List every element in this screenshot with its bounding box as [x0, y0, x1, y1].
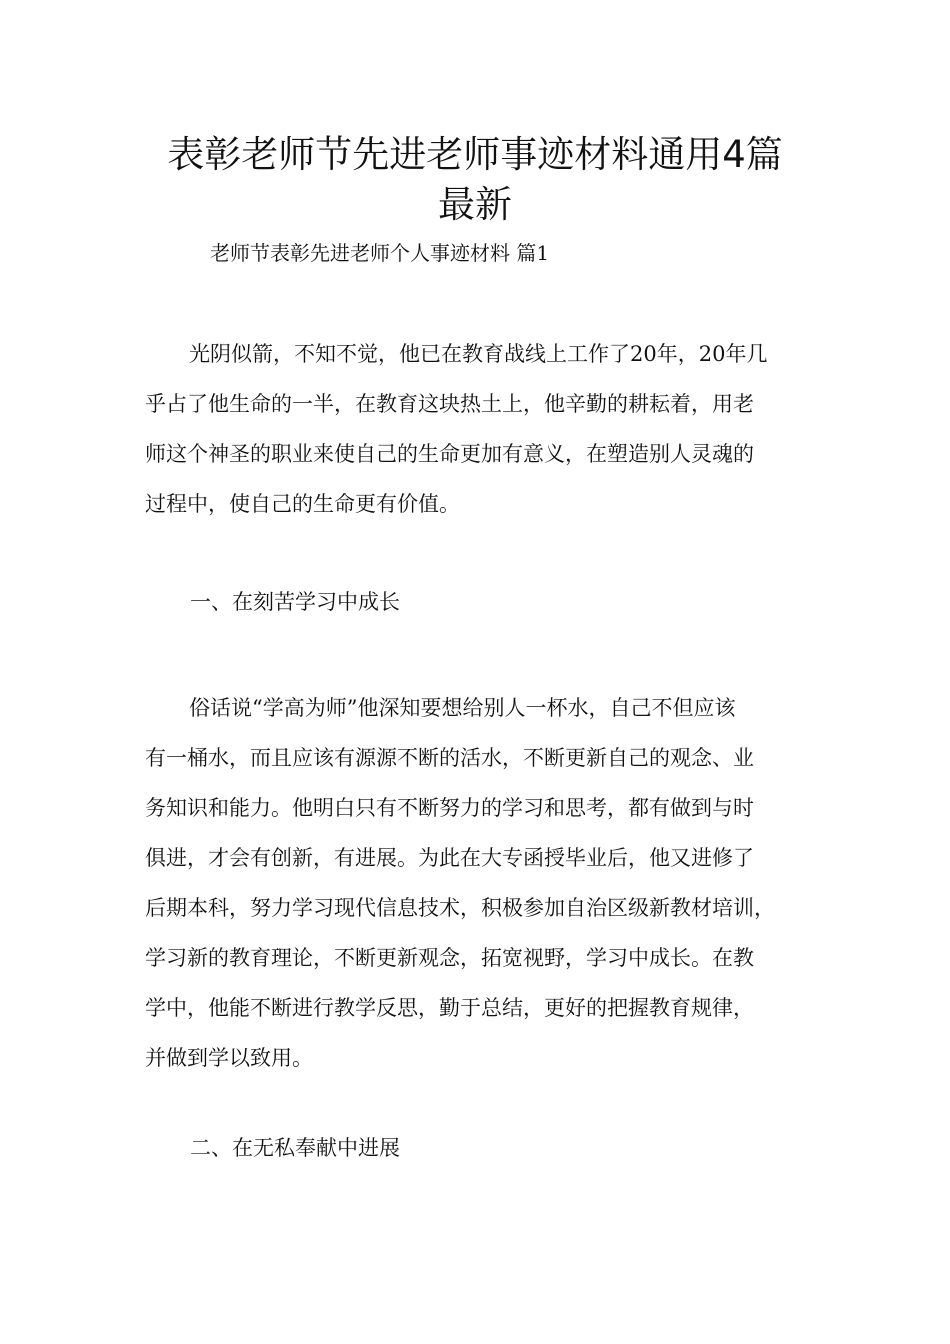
paragraph-line: 有一桶水，而且应该有源源不断的活水，不断更新自己的观念、业 — [145, 746, 754, 770]
paragraph-line: 俱进，才会有创新，有进展。为此在大专函授毕业后，他又进修了 — [145, 846, 754, 870]
paragraph-line: 乎占了他生命的一半，在教育这块热土上，他辛勤的耕耘着，用老 — [145, 392, 754, 416]
paragraph-learning — [145, 683, 825, 1083]
section-heading-2: 二、在无私奉献中进展 — [190, 1136, 400, 1160]
paragraph-line: 师这个神圣的职业来使自己的生命更加有意义，在塑造别人灵魂的 — [145, 442, 754, 466]
paragraph-line: 并做到学以致用。 — [145, 1046, 313, 1070]
paragraph-line: 学中，他能不断进行教学反思，勤于总结，更好的把握教育规律， — [145, 996, 754, 1020]
paragraph-line: 光阴似箭，不知不觉，他已在教育战线上工作了20年，20年几 — [189, 342, 768, 366]
document-title — [100, 130, 850, 230]
title-line-1: 表彰老师节先进老师事迹材料通用4篇 — [167, 133, 783, 176]
document-subtitle: 老师节表彰先进老师个人事迹材料 篇1 — [210, 241, 550, 265]
paragraph-line: 务知识和能力。他明白只有不断努力的学习和思考，都有做到与时 — [145, 796, 754, 820]
paragraph-line: 过程中，使自己的生命更有价值。 — [145, 492, 460, 516]
paragraph-line: 学习新的教育理论，不断更新观念，拓宽视野，学习中成长。在教 — [145, 946, 754, 970]
title-line-2: 最新 — [438, 183, 512, 226]
paragraph-intro — [145, 329, 825, 529]
section-heading-1: 一、在刻苦学习中成长 — [190, 590, 400, 614]
paragraph-line: 后期本科，努力学习现代信息技术，积极参加自治区级新教材培训， — [145, 896, 775, 920]
paragraph-line: 俗话说“学高为师”他深知要想给别人一杯水，自己不但应该 — [189, 696, 736, 720]
